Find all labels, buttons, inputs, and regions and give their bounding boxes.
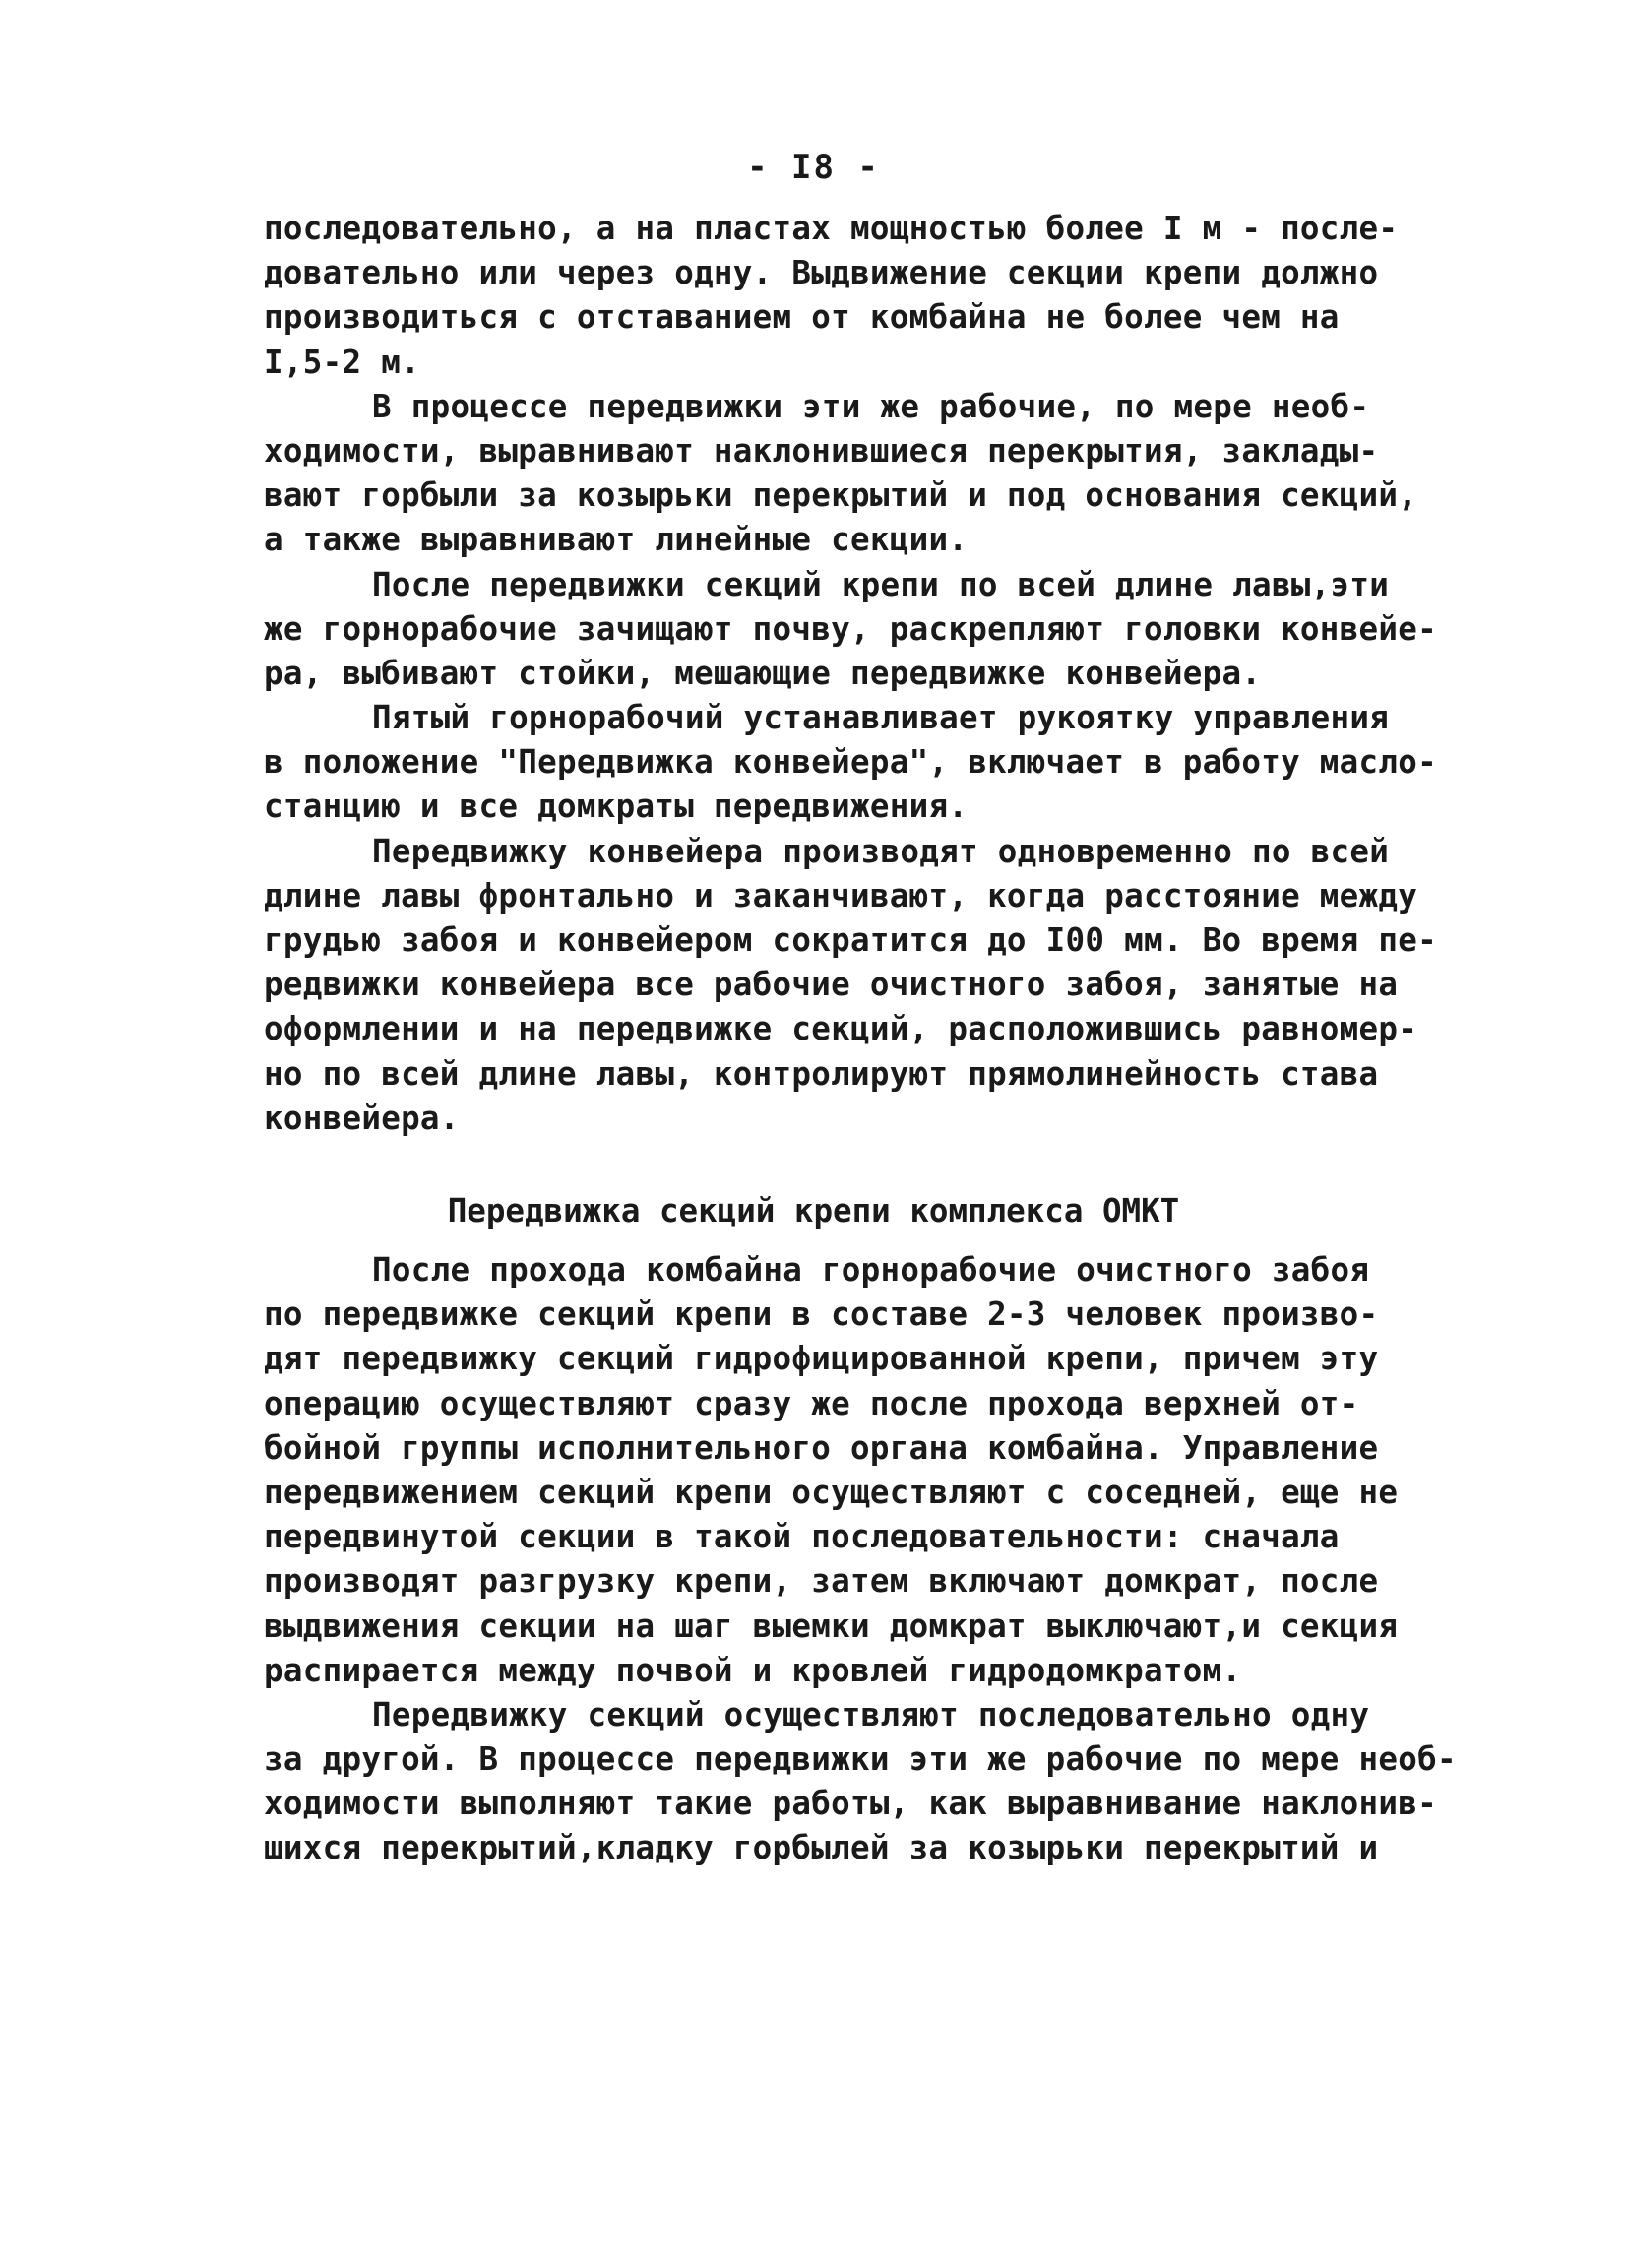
section-1-text xyxy=(264,207,1437,1141)
text-line: станцию и все домкраты передвижения. xyxy=(264,788,969,826)
section-heading: Передвижка секций крепи комплекса ОМКТ xyxy=(447,1192,1180,1229)
text-line: передвижением секций крепи осуществляют с соседней, еще не xyxy=(264,1473,1399,1511)
paragraph-start-line: Передвижку конвейера производят одновременно по всей xyxy=(372,832,1390,870)
paragraph-start-line: После передвижки секций крепи по всей длине лавы,эти xyxy=(372,565,1390,603)
text-line: длине лавы фронтально и заканчивают, когда расстояние между xyxy=(264,876,1418,914)
text-line: ра, выбивают стойки, мешающие передвижке конвейера. xyxy=(264,654,1262,692)
text-line: по передвижке секций крепи в составе 2-3 человек произво- xyxy=(264,1295,1379,1334)
paragraph-start-line: В процессе передвижки эти же рабочие, по мере необ- xyxy=(372,387,1370,425)
text-line: в положение "Передвижка конвейера", включает в работу масло- xyxy=(264,743,1437,782)
text-line: передвинутой секции в такой последовательности: сначала xyxy=(264,1518,1340,1556)
page-number: - I8 - xyxy=(747,148,880,187)
text-line: довательно или через одну. Выдвижение секции крепи должно xyxy=(264,254,1379,292)
text-line: последовательно, а на пластах мощностью более I м - после- xyxy=(264,210,1399,247)
text-line: шихся перекрытий,кладку горбылей за козырьки перекрытий и xyxy=(264,1829,1379,1867)
text-line: конвейера. xyxy=(264,1099,460,1137)
text-line: грудью забоя и конвейером сократится до I00 мм. Во время пе- xyxy=(264,921,1437,959)
text-line: выдвижения секции на шаг выемки домкрат выключают,и секция xyxy=(264,1606,1399,1645)
text-line: вают горбыли за козырьки перекрытий и под основания секций, xyxy=(264,476,1418,515)
text-line: производиться с отставанием от комбайна не более чем на xyxy=(264,298,1340,337)
text-line: оформлении и на передвижке секций, расположившись равномер- xyxy=(264,1010,1418,1048)
text-line: I,5-2 м. xyxy=(264,343,420,381)
paragraph-start-line: Пятый горнорабочий устанавливает рукоятку управления xyxy=(372,699,1390,737)
text-line: за другой. В процессе передвижки эти же рабочие по мере необ- xyxy=(264,1740,1457,1779)
text-line: но по всей длине лавы, контролируют прямолинейность става xyxy=(264,1054,1379,1093)
text-line: ходимости выполняют такие работы, как выравнивание наклонив- xyxy=(264,1785,1437,1823)
text-line: а также выравнивают линейные секции. xyxy=(264,521,969,559)
text-line: производят разгрузку крепи, затем включают домкрат, после xyxy=(264,1562,1379,1601)
text-line: операцию осуществляют сразу же после прохода верхней от- xyxy=(264,1384,1359,1422)
text-line: дят передвижку секций гидрофицированной крепи, причем эту xyxy=(264,1340,1379,1378)
section-2-text xyxy=(264,1248,1457,1871)
paragraph-start-line: После прохода комбайна горнорабочие очистного забоя xyxy=(372,1251,1370,1289)
text-line: бойной группы исполнительного органа комбайна. Управление xyxy=(264,1428,1379,1467)
text-line: распирается между почвой и кровлей гидродомкратом. xyxy=(264,1651,1242,1689)
text-line: ходимости, выравнивают наклонившиеся перекрытия, заклады- xyxy=(264,431,1379,470)
text-line: редвижки конвейера все рабочие очистного забоя, занятые на xyxy=(264,966,1399,1004)
text-line: же горнорабочие зачищают почву, раскрепляют головки конвейе- xyxy=(264,609,1437,648)
paragraph-start-line: Передвижку секций осуществляют последовательно одну xyxy=(372,1695,1370,1733)
